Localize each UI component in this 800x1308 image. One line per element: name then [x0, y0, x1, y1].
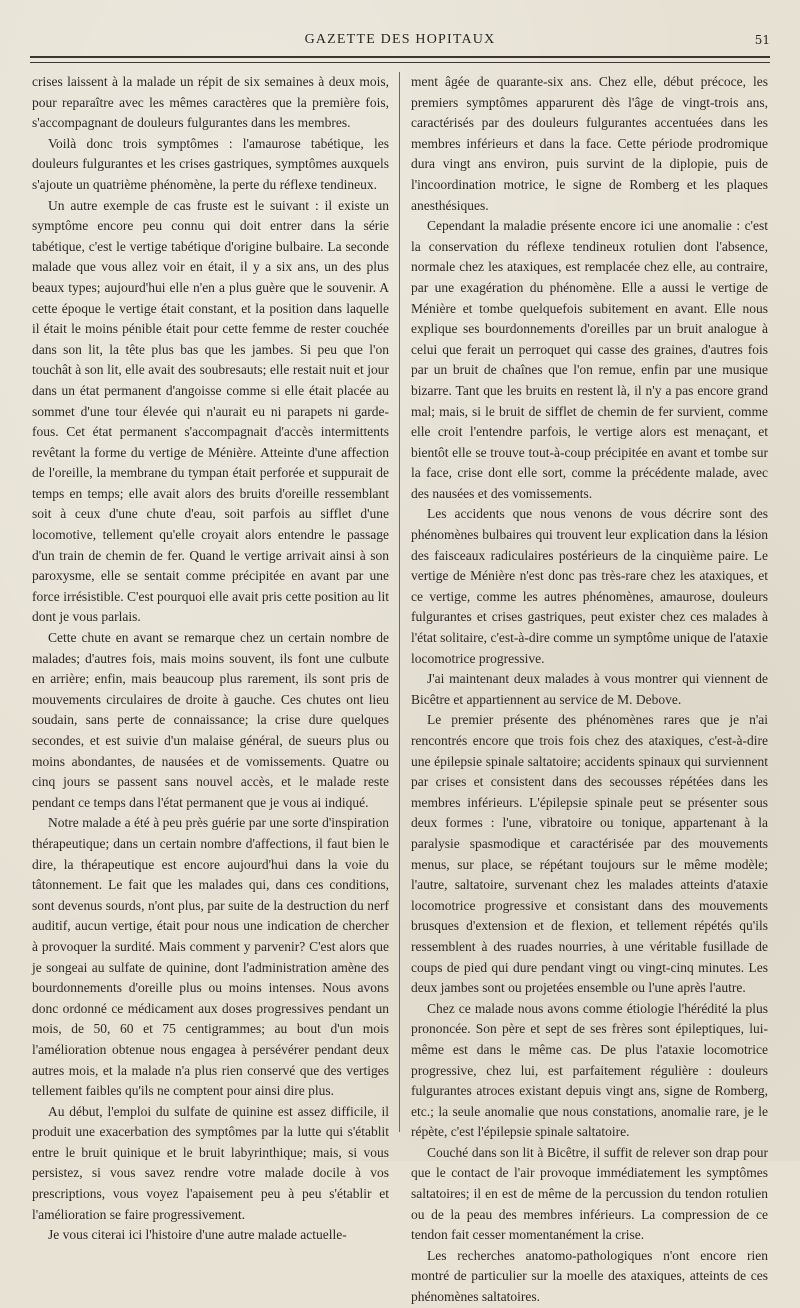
paragraph: Au début, l'emploi du sulfate de quinine est assez difficile, il produit une exacerbation des symptômes par la lutte qui s'établit entre le bruit quinique et le bruit labyrinthique; mais, si vous persistez, si vous savez rendre votre malade docile à vos prescriptions, vous voyez l'apaisement peu à peu s'établir et l'amélioration se faire progressivement. — [32, 1103, 389, 1222]
paragraph: Couché dans son lit à Bicêtre, il suffit de relever son drap pour que le contact de l'air provoque immédiatement les symptômes saltatoires; il en est de même de la percussion du tendon rotulien ou de la peau des membres inférieurs. La compression de ce tendon fait cesser momentanément la crise. — [411, 1144, 768, 1243]
paragraph: Voilà donc trois symptômes : l'amaurose tabétique, les douleurs fulgurantes et les crises gastriques, symptômes auxquels s'ajoute un quatrième phénomène, la perte du réflexe tendineux. — [32, 135, 389, 192]
paragraph: Cette chute en avant se remarque chez un certain nombre de malades; d'autres fois, mais moins souvent, ils font une culbute en arrière; enfin, mais beaucoup plus rarement, ils sont pris de mouvements circulaires de droite à gauche. Ces chutes ont lieu soudain, sans perte de connaissance; la crise dure quelques secondes, et est suivie d'un malaise général, de sueurs plus ou moins abondantes, de nausées et de vomissements. Quatre ou cinq jours se passent sans nouvel accès, et le malade reste pendant ce temps dans l'état permanent que je vous ai indiqué. — [32, 630, 389, 810]
paragraph: Notre malade a été à peu près guérie par une sorte d'inspiration thérapeutique; dans un certain nombre d'affections, il faut bien le dire, la thérapeutique est encore aujourd'hui dans la voie du tâtonnement. Le fait que les malades qui, dans ces conditions, sont devenus sourds, n'ont plus, par suite de la destruction du nerf auditif, aucun vertige, était pour nous une indication de chercher à provoquer la surdité. Mais comment y parvenir? C'est alors que je songeai au sulfate de quinine, dont l'administration amène des bourdonnements d'oreille plus ou moins intenses. Nous avons donc ordonné ce médicament aux doses progressives pendant un mois, de 50, 60 et 75 centigrammes; au bout d'un mois l'amélioration obtenue nous engagea à persévérer pendant deux autres mois, et la malade n'a plus rien conservé que des vertiges tellement faibles qu'ils ne comptent pour ainsi dire plus. — [32, 815, 389, 1099]
left-column — [32, 72, 389, 1243]
header-rule — [30, 56, 770, 63]
right-column — [411, 72, 768, 1305]
paragraph: Les accidents que nous venons de vous décrire sont des phénomènes bulbaires qui trouvent leur explication dans la lésion des faisceaux radiculaires postérieurs de la cinquième paire. Le vertige de Ménière n'est donc pas très-rare chez les ataxiques, et ce vertige, comme les autres phénomènes, amaurose, douleurs fulgurantes et crises gastriques, peut exister chez ces malades à l'état solitaire, c'est-à-dire comme un symptôme unique de l'ataxie locomotrice progressive. — [411, 506, 768, 666]
paragraph: Un autre exemple de cas fruste est le suivant : il existe un symptôme encore peu connu qui doit entrer dans la série tabétique, c'est le vertige tabétique d'origine bulbaire. La seconde malade que vous allez voir en était, il y a six ans, un des plus beaux types; aujourd'hui elle n'en a plus guère que le souvenir. A cette époque le vertige était constant, et la position dans laquelle il était le moins pénible était pour cette femme de rester couchée dans son lit, la tête plus bas que les jambes. Si peu que l'on touchât à son lit, elle avait des soubresauts; elle restait nuit et jour dans un état permanent d'angoisse comme si elle était placée au sommet d'une tour élevée qui n'aurait eu ni parapets ni garde-fous. Cet état permanent s'accompagnait d'accès intermittents revêtant la forme du vertige de Ménière. Atteinte d'une affection de l'oreille, la membrane du tympan était perforée et suppurait de temps en temps; elle avait alors des bruits d'oreille ressemblant soit à ceux d'une chute d'eau, soit parfois au sifflet d'une locomotive, tellement qu'elle croyait alors entendre le passage d'un train de chemin de fer. Quand le vertige arrivait ainsi à son paroxysme, elle se sentait comme précipitée en avant par une force irrésistible. C'est pourquoi elle avait pris cette position au lit dont je vous parlais. — [32, 197, 389, 625]
paragraph: Chez ce malade nous avons comme étiologie l'hérédité la plus prononcée. Son père et sept de ses frères sont épileptiques, lui-même est dans le même cas. De plus l'ataxie locomotrice progressive, chez lui, est parfaitement régulière : douleurs fulgurantes atroces existant depuis vingt ans, signe de Romberg, etc.; la seule anomalie que nous constations, anomalie rare, je le répète, c'est l'épilepsie spinale saltatoire. — [411, 1000, 768, 1140]
page-header — [30, 28, 770, 52]
journal-title: GAZETTE DES HOPITAUX — [304, 32, 496, 47]
column-divider — [399, 72, 400, 1132]
paragraph: Cependant la maladie présente encore ici une anomalie : c'est la conservation du réflexe tendineux rotulien dont l'absence, normale chez les ataxiques, est remplacée chez elle, au contraire, par une exagération du phénomène. Elle a aussi le vertige de Ménière et tombe quelquefois subitement en avant. Elle nous explique ses bourdonnements d'oreilles par un bruit analogue à celui que ferait un perroquet qui casse des graines, d'autres fois par un bruit de chaînes que l'on remue, enfin par une musique bizarre. Tant que les bruits en restent là, il n'y a pas encore grand mal; mais, si le bruit de sifflet de chemin de fer survient, comme elle croit l'entendre parfois, le vertige alors est menaçant, et bientôt elle se trouve tout-à-coup précipitée en avant et tombe sur la face, crise dont elle sort, comme la précédente malade, avec des nausées et des vomissements. — [411, 218, 768, 501]
paragraph: ment âgée de quarante-six ans. Chez elle, début précoce, les premiers symptômes apparurent dès l'âge de vingt-trois ans, caractérisés par des douleurs fulgurantes accentuées dans les membres inférieurs et dans la face. Cette période prodromique dura vingt ans environ, puis survint de la diplopie, puis de l'incoordination motrice, le signe de Romberg et les plaques anesthésiques. — [411, 74, 768, 213]
paragraph: Le premier présente des phénomènes rares que je n'ai rencontrés encore que trois fois chez des ataxiques, c'est-à-dire une épilepsie spinale saltatoire; accidents spinaux qui surviennent par crises et consistent dans des secousses répétées dans les membres inférieurs. L'épilepsie spinale peut se présenter sous deux formes : l'une, vibratoire ou tonique, appartenant à la paralysie spasmodique et caractérisée par des mouvements menus, sur place, se répétant toujours sur le même modèle; l'autre, saltatoire, survenant chez les malades atteints d'ataxie locomotrice progressive et consistant dans des mouvements brusques d'extension et de flexion, et tellement répétés qu'ils ressemblent à des ruades nourries, à une véritable fusillade de coups de pied qui dure pendant vingt ou vingt-cinq minutes. Les deux jambes sont ou projetées ensemble ou l'une après l'autre. — [411, 712, 768, 996]
article-body — [32, 72, 768, 1305]
paragraph: Les recherches anatomo-pathologiques n'ont encore rien montré de particulier sur la moelle des ataxiques, atteints de ces phénomènes saltatoires. — [411, 1247, 768, 1305]
paragraph: J'ai maintenant deux malades à vous montrer qui viennent de Bicêtre et appartiennent au service de M. Debove. — [411, 671, 768, 707]
paragraph: Je vous citerai ici l'histoire d'une autre malade actuelle- — [48, 1227, 347, 1243]
page-number: 51 — [754, 33, 770, 47]
paragraph: crises laissent à la malade un répit de six semaines à deux mois, pour reparaître avec les mêmes caractères que la première fois, s'accompagnant de douleurs fulgurantes dans les membres. — [32, 74, 389, 131]
